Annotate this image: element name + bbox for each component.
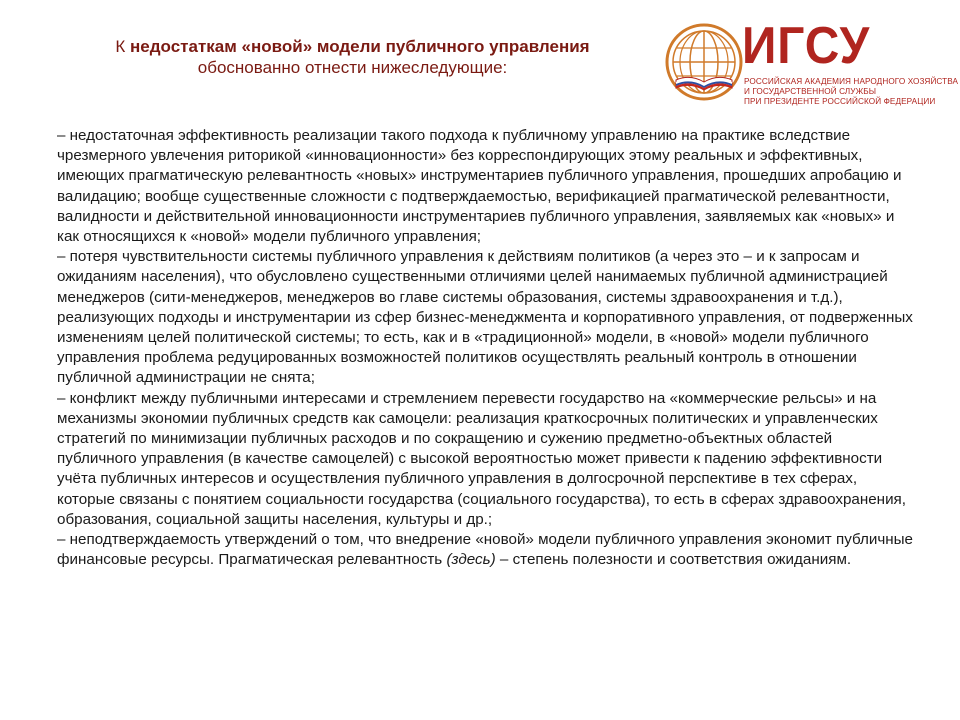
paragraph-4-end: – степень полезности и соответствия ожиданиям. <box>495 551 852 569</box>
title-bold: недостаткам «новой» модели публичного управления <box>130 37 590 56</box>
title-prefix: К <box>115 37 131 56</box>
logo-wordmark: ИГСУ <box>742 17 871 75</box>
paragraph-2: – потеря чувствительности системы публичного управления к действиям политиков (а через это – и к запросам и ожиданиям населения), что обусловлено существенными отличиями целей нанимаемых публичной администрацией менеджеров (сити-менеджеров, менеджеров во главе системы образования, системы здравоохранения и т.д.), реализующих подходы и инструментарии из сфер бизнес-менеджмента и корпоративного управления, от подверженных изменениям целей политической системы; то есть, как и в «традиционной» модели, в «новой» модели публичного управления проблема редуцированных возможностей политиков осуществлять реальный контроль в отношении публичной администрации не снята; <box>57 248 913 387</box>
title-line-2: обоснованно отнести нижеследующие: <box>197 58 508 77</box>
paragraph-3: – конфликт между публичными интересами и стремлением перевести государство на «коммерческие рельсы» и на механизмы экономии публичных средств как самоцели: реализация краткосрочных политических и управленческих стратегий по минимизации публичных расходов и по сокращению и сужению предметно-объектных областей публичного управления (в качестве самоцелей) с высокой вероятностью может привести к падению эффективности учёта публичных интересов и осуществления публичного управления в долгосрочной перспективе в тех сферах, которые связаны с понятием социальности государства (социального государства), то есть в сферах здравоохранения, образования, социальной защиты населения, культуры и др.; <box>57 389 906 528</box>
title-line-1 <box>80 36 625 57</box>
paragraph-1: – недостаточная эффективность реализации такого подхода к публичному управлению на практике вследствие чрезмерного увлечения риторикой «инновационности» без корреспондирующих этому реальных и эффективных, имеющих прагматическую релевантность «новых» инструментариев публичного управления, прошедших апробацию и валидацию; вообще существенные сложности с подтверждаемостью, верификацией прагматической релевантности, валидности и действительной инновационности инструментариев публичного управления, заявляемых как «новых» и как относящихся к «новой» модели публичного управления; <box>57 127 902 246</box>
globe-book-emblem-icon <box>662 22 746 106</box>
paragraph-4-start: – неподтверждаемость утверждений о том, что внедрение «новой» модели публичного управления экономит публичные финансовые ресурсы. Прагматическая релевантность <box>57 531 913 569</box>
paragraph-4-italic: (здесь) <box>446 551 496 569</box>
body-text <box>57 126 915 570</box>
logo-sub-line-1: РОССИЙСКАЯ АКАДЕМИЯ НАРОДНОГО ХОЗЯЙСТВА <box>744 77 959 86</box>
slide-title <box>80 36 625 78</box>
logo-sub-line-3: ПРИ ПРЕЗИДЕНТЕ РОССИЙСКОЙ ФЕДЕРАЦИИ <box>744 97 936 106</box>
logo-subtitle <box>744 77 959 107</box>
igsu-logo <box>662 17 959 114</box>
logo-sub-line-2: И ГОСУДАРСТВЕННОЙ СЛУЖБЫ <box>744 87 877 96</box>
paragraph-4 <box>57 530 915 570</box>
